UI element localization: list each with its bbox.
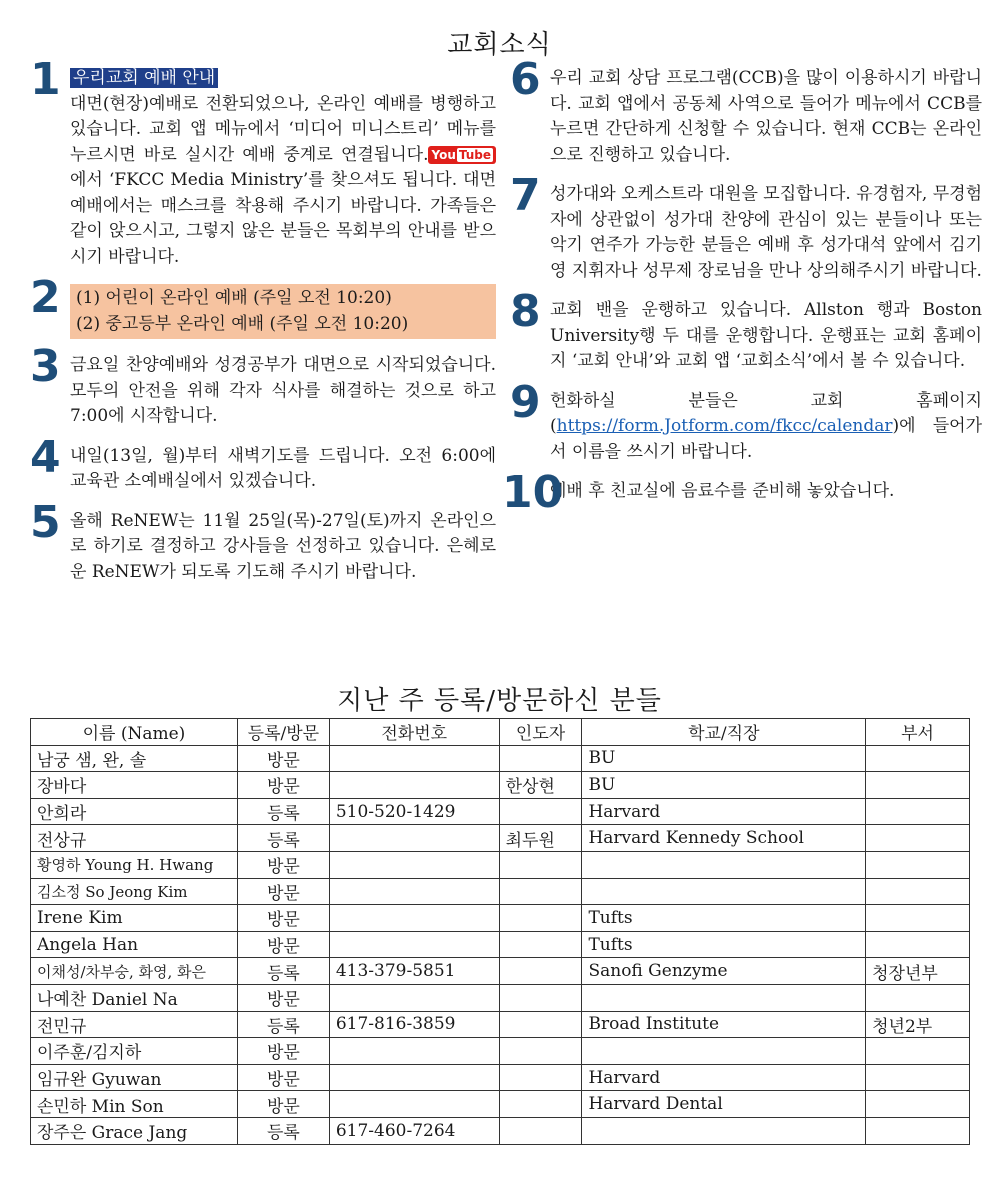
table-row <box>31 1011 970 1038</box>
cell-guide <box>499 1064 582 1091</box>
calendar-link[interactable]: https://form.Jotform.com/fkcc/calendar <box>556 416 893 436</box>
news-item-2 <box>30 272 496 339</box>
news-item-6 <box>510 54 982 168</box>
cell-name: 장바다 <box>31 772 238 799</box>
news-item-10 <box>502 467 982 518</box>
cell-name: 황영하 Young H. Hwang <box>31 851 238 878</box>
cell-name: 남궁 샘, 완, 솔 <box>31 745 238 772</box>
cell-name: 김소정 So Jeong Kim <box>31 878 238 905</box>
header-phone: 전화번호 <box>329 719 499 746</box>
cell-department <box>866 851 970 878</box>
item-number: 4 <box>30 431 61 483</box>
cell-school-work: Tufts <box>582 931 866 958</box>
cell-school-work: BU <box>582 772 866 799</box>
cell-status: 방문 <box>237 1091 329 1118</box>
item-number: 6 <box>510 54 541 105</box>
cell-phone: 413-379-5851 <box>329 958 499 985</box>
cell-status: 방문 <box>237 905 329 932</box>
cell-name: 이채성/차부숭, 화영, 화은 <box>31 958 238 985</box>
cell-status: 방문 <box>237 984 329 1011</box>
cell-guide: 최두원 <box>499 825 582 852</box>
cell-guide <box>499 745 582 772</box>
header-school-work: 학교/직장 <box>582 719 866 746</box>
cell-phone <box>329 905 499 932</box>
cell-guide <box>499 878 582 905</box>
cell-department <box>866 1091 970 1118</box>
cell-name: 임규완 Gyuwan <box>31 1064 238 1091</box>
cell-status: 방문 <box>237 851 329 878</box>
table-row <box>31 931 970 958</box>
cell-phone <box>329 878 499 905</box>
table-row <box>31 798 970 825</box>
news-item-4 <box>30 431 496 495</box>
cell-phone <box>329 1091 499 1118</box>
cell-school-work <box>582 1038 866 1065</box>
item-text: 금요일 찬양예배와 성경공부가 대면으로 시작되었습니다. 모두의 안전을 위해 각자 식사를 해결하는 것으로 하고 7:00에 시작합니다. <box>70 355 496 426</box>
cell-name: 장주은 Grace Jang <box>31 1117 238 1144</box>
news-item-3 <box>30 341 496 430</box>
item-text: 성가대와 오케스트라 대원을 모집합니다. 유경험자, 무경험자에 상관없이 성가대 찬양에 관심이 있는 분들이나 또는 악기 연주가 가능한 분들은 예배 후 성가대석 앞에서 김기영 지휘자나 성무제 장로님을 만나 상의해주시기 바랍니다. <box>550 184 982 281</box>
cell-name: 손민하 Min Son <box>31 1091 238 1118</box>
cell-phone <box>329 1064 499 1091</box>
cell-guide: 한상현 <box>499 772 582 799</box>
cell-status: 등록 <box>237 825 329 852</box>
youtube-logo: You Tube <box>428 146 496 164</box>
header-department: 부서 <box>866 719 970 746</box>
item-text: )에 들어가서 이름을 쓰시기 바랍니다. <box>550 416 982 462</box>
cell-status: 등록 <box>237 1011 329 1038</box>
cell-department <box>866 931 970 958</box>
table-row <box>31 984 970 1011</box>
cell-department: 청장년부 <box>866 958 970 985</box>
cell-department <box>866 878 970 905</box>
item-line: (2) 중고등부 온라인 예배 (주일 오전 10:20) <box>76 313 409 334</box>
cell-name: Irene Kim <box>31 905 238 932</box>
cell-guide <box>499 958 582 985</box>
cell-status: 방문 <box>237 772 329 799</box>
cell-status: 방문 <box>237 1064 329 1091</box>
cell-school-work: BU <box>582 745 866 772</box>
cell-department <box>866 1038 970 1065</box>
news-column-right <box>502 54 982 519</box>
cell-department <box>866 772 970 799</box>
cell-school-work: Harvard <box>582 1064 866 1091</box>
cell-status: 등록 <box>237 798 329 825</box>
table-row <box>31 1117 970 1144</box>
table-row <box>31 958 970 985</box>
item-number: 1 <box>30 54 61 105</box>
item-text: 예배 후 친교실에 음료수를 준비해 놓았습니다. <box>550 481 895 501</box>
item-number: 10 <box>502 467 564 518</box>
cell-name: 이주훈/김지하 <box>31 1038 238 1065</box>
cell-phone <box>329 772 499 799</box>
cell-phone <box>329 931 499 958</box>
cell-phone <box>329 825 499 852</box>
item-text: 헌화하실 분들은 교회 홈페이지( <box>550 390 982 436</box>
table-header-row <box>31 719 970 746</box>
cell-school-work <box>582 851 866 878</box>
item-text: 우리 교회 상담 프로그램(CCB)을 많이 이용하시기 바랍니다. 교회 앱에서 공동체 사역으로 들어가 메뉴에서 CCB를 누르면 간단하게 신청할 수 있습니다. 현재 CCB는 온라인으로 진행하고 있습니다. <box>550 68 982 165</box>
cell-department: 청년2부 <box>866 1011 970 1038</box>
cell-guide <box>499 984 582 1011</box>
cell-department <box>866 984 970 1011</box>
cell-phone <box>329 851 499 878</box>
cell-phone <box>329 984 499 1011</box>
cell-department <box>866 825 970 852</box>
item-number: 2 <box>30 272 61 323</box>
header-name: 이름 (Name) <box>31 719 238 746</box>
item-text: 올해 ReNEW는 11월 25일(목)-27일(토)까지 온라인으로 하기로 결정하고 강사들을 선정하고 있습니다. 은혜로운 ReNEW가 되도록 기도해 주시기 바랍니다. <box>70 510 496 582</box>
table-row <box>31 772 970 799</box>
item-text: 대면(현장)예배로 전환되었으나, 온라인 예배를 병행하고 있습니다. 교회 앱 메뉴에서 ‘미디어 미니스트리’ 메뉴를 누르시면 바로 실시간 예배 중계로 연결됩니다. <box>70 93 496 165</box>
table-row <box>31 1064 970 1091</box>
cell-phone: 510-520-1429 <box>329 798 499 825</box>
cell-department <box>866 1064 970 1091</box>
cell-guide <box>499 931 582 958</box>
cell-phone <box>329 1038 499 1065</box>
item-text: 에서 ‘FKCC Media Ministry’를 찾으셔도 됩니다. 대면예배에서는 매스크를 착용해 주시기 바랍니다. 가족들은 같이 앉으시고, 그렇지 않은 분들은 목회부의 안내를 받으시기 바랍니다. <box>70 170 496 267</box>
cell-status: 방문 <box>237 931 329 958</box>
cell-guide <box>499 1117 582 1144</box>
cell-status: 등록 <box>237 958 329 985</box>
cell-guide <box>499 1091 582 1118</box>
item-heading: 우리교회 예배 안내 <box>70 68 218 88</box>
cell-name: 전상규 <box>31 825 238 852</box>
header-status: 등록/방문 <box>237 719 329 746</box>
cell-school-work: Harvard <box>582 798 866 825</box>
item-number: 3 <box>30 341 61 392</box>
news-item-9 <box>510 376 982 466</box>
cell-guide <box>499 1011 582 1038</box>
cell-guide <box>499 798 582 825</box>
cell-school-work: Harvard Kennedy School <box>582 825 866 852</box>
cell-department <box>866 1117 970 1144</box>
table-row <box>31 905 970 932</box>
cell-department <box>866 905 970 932</box>
cell-school-work: Broad Institute <box>582 1011 866 1038</box>
cell-name: 전민규 <box>31 1011 238 1038</box>
news-item-7 <box>510 170 982 284</box>
cell-status: 방문 <box>237 1038 329 1065</box>
item-text: 내일(13일, 월)부터 새벽기도를 드립니다. 오전 6:00에 교육관 소예배실에서 있겠습니다. <box>70 445 496 491</box>
cell-name: Angela Han <box>31 931 238 958</box>
cell-name: 안희라 <box>31 798 238 825</box>
news-item-8 <box>510 286 982 375</box>
table-row <box>31 1091 970 1118</box>
cell-guide <box>499 905 582 932</box>
item-line: (1) 어린이 온라인 예배 (주일 오전 10:20) <box>76 288 392 308</box>
table-body <box>31 745 970 1144</box>
table-row <box>31 878 970 905</box>
cell-school-work: Sanofi Genzyme <box>582 958 866 985</box>
cell-status: 등록 <box>237 1117 329 1144</box>
cell-status: 방문 <box>237 745 329 772</box>
item-number: 7 <box>510 170 541 221</box>
page-title: 교회소식 <box>447 30 552 60</box>
visitor-table <box>30 718 970 1145</box>
cell-school-work <box>582 984 866 1011</box>
cell-phone <box>329 745 499 772</box>
cell-school-work <box>582 1117 866 1144</box>
cell-status: 방문 <box>237 878 329 905</box>
cell-guide <box>499 1038 582 1065</box>
cell-department <box>866 745 970 772</box>
cell-department <box>866 798 970 825</box>
visitor-list-title: 지난 주 등록/방문하신 분들 <box>337 686 662 716</box>
table-row <box>31 745 970 772</box>
news-item-5 <box>30 496 496 586</box>
cell-school-work <box>582 878 866 905</box>
cell-school-work: Harvard Dental <box>582 1091 866 1118</box>
cell-guide <box>499 851 582 878</box>
header-guide: 인도자 <box>499 719 582 746</box>
news-item-1 <box>30 54 496 270</box>
item-text: 교회 밴을 운행하고 있습니다. Allston 행과 Boston University행 두 대를 운행합니다. 운행표는 교회 홈페이지 ‘교회 안내’와 교회 앱 ‘교회소식’에서 볼 수 있습니다. <box>550 300 982 371</box>
table-row <box>31 825 970 852</box>
cell-name: 나예찬 Daniel Na <box>31 984 238 1011</box>
news-column-left <box>30 54 496 599</box>
cell-phone: 617-460-7264 <box>329 1117 499 1144</box>
item-number: 9 <box>510 376 541 428</box>
table-row <box>31 1038 970 1065</box>
item-number: 5 <box>30 496 61 548</box>
item-number: 8 <box>510 286 541 337</box>
cell-phone: 617-816-3859 <box>329 1011 499 1038</box>
table-row <box>31 851 970 878</box>
cell-school-work: Tufts <box>582 905 866 932</box>
